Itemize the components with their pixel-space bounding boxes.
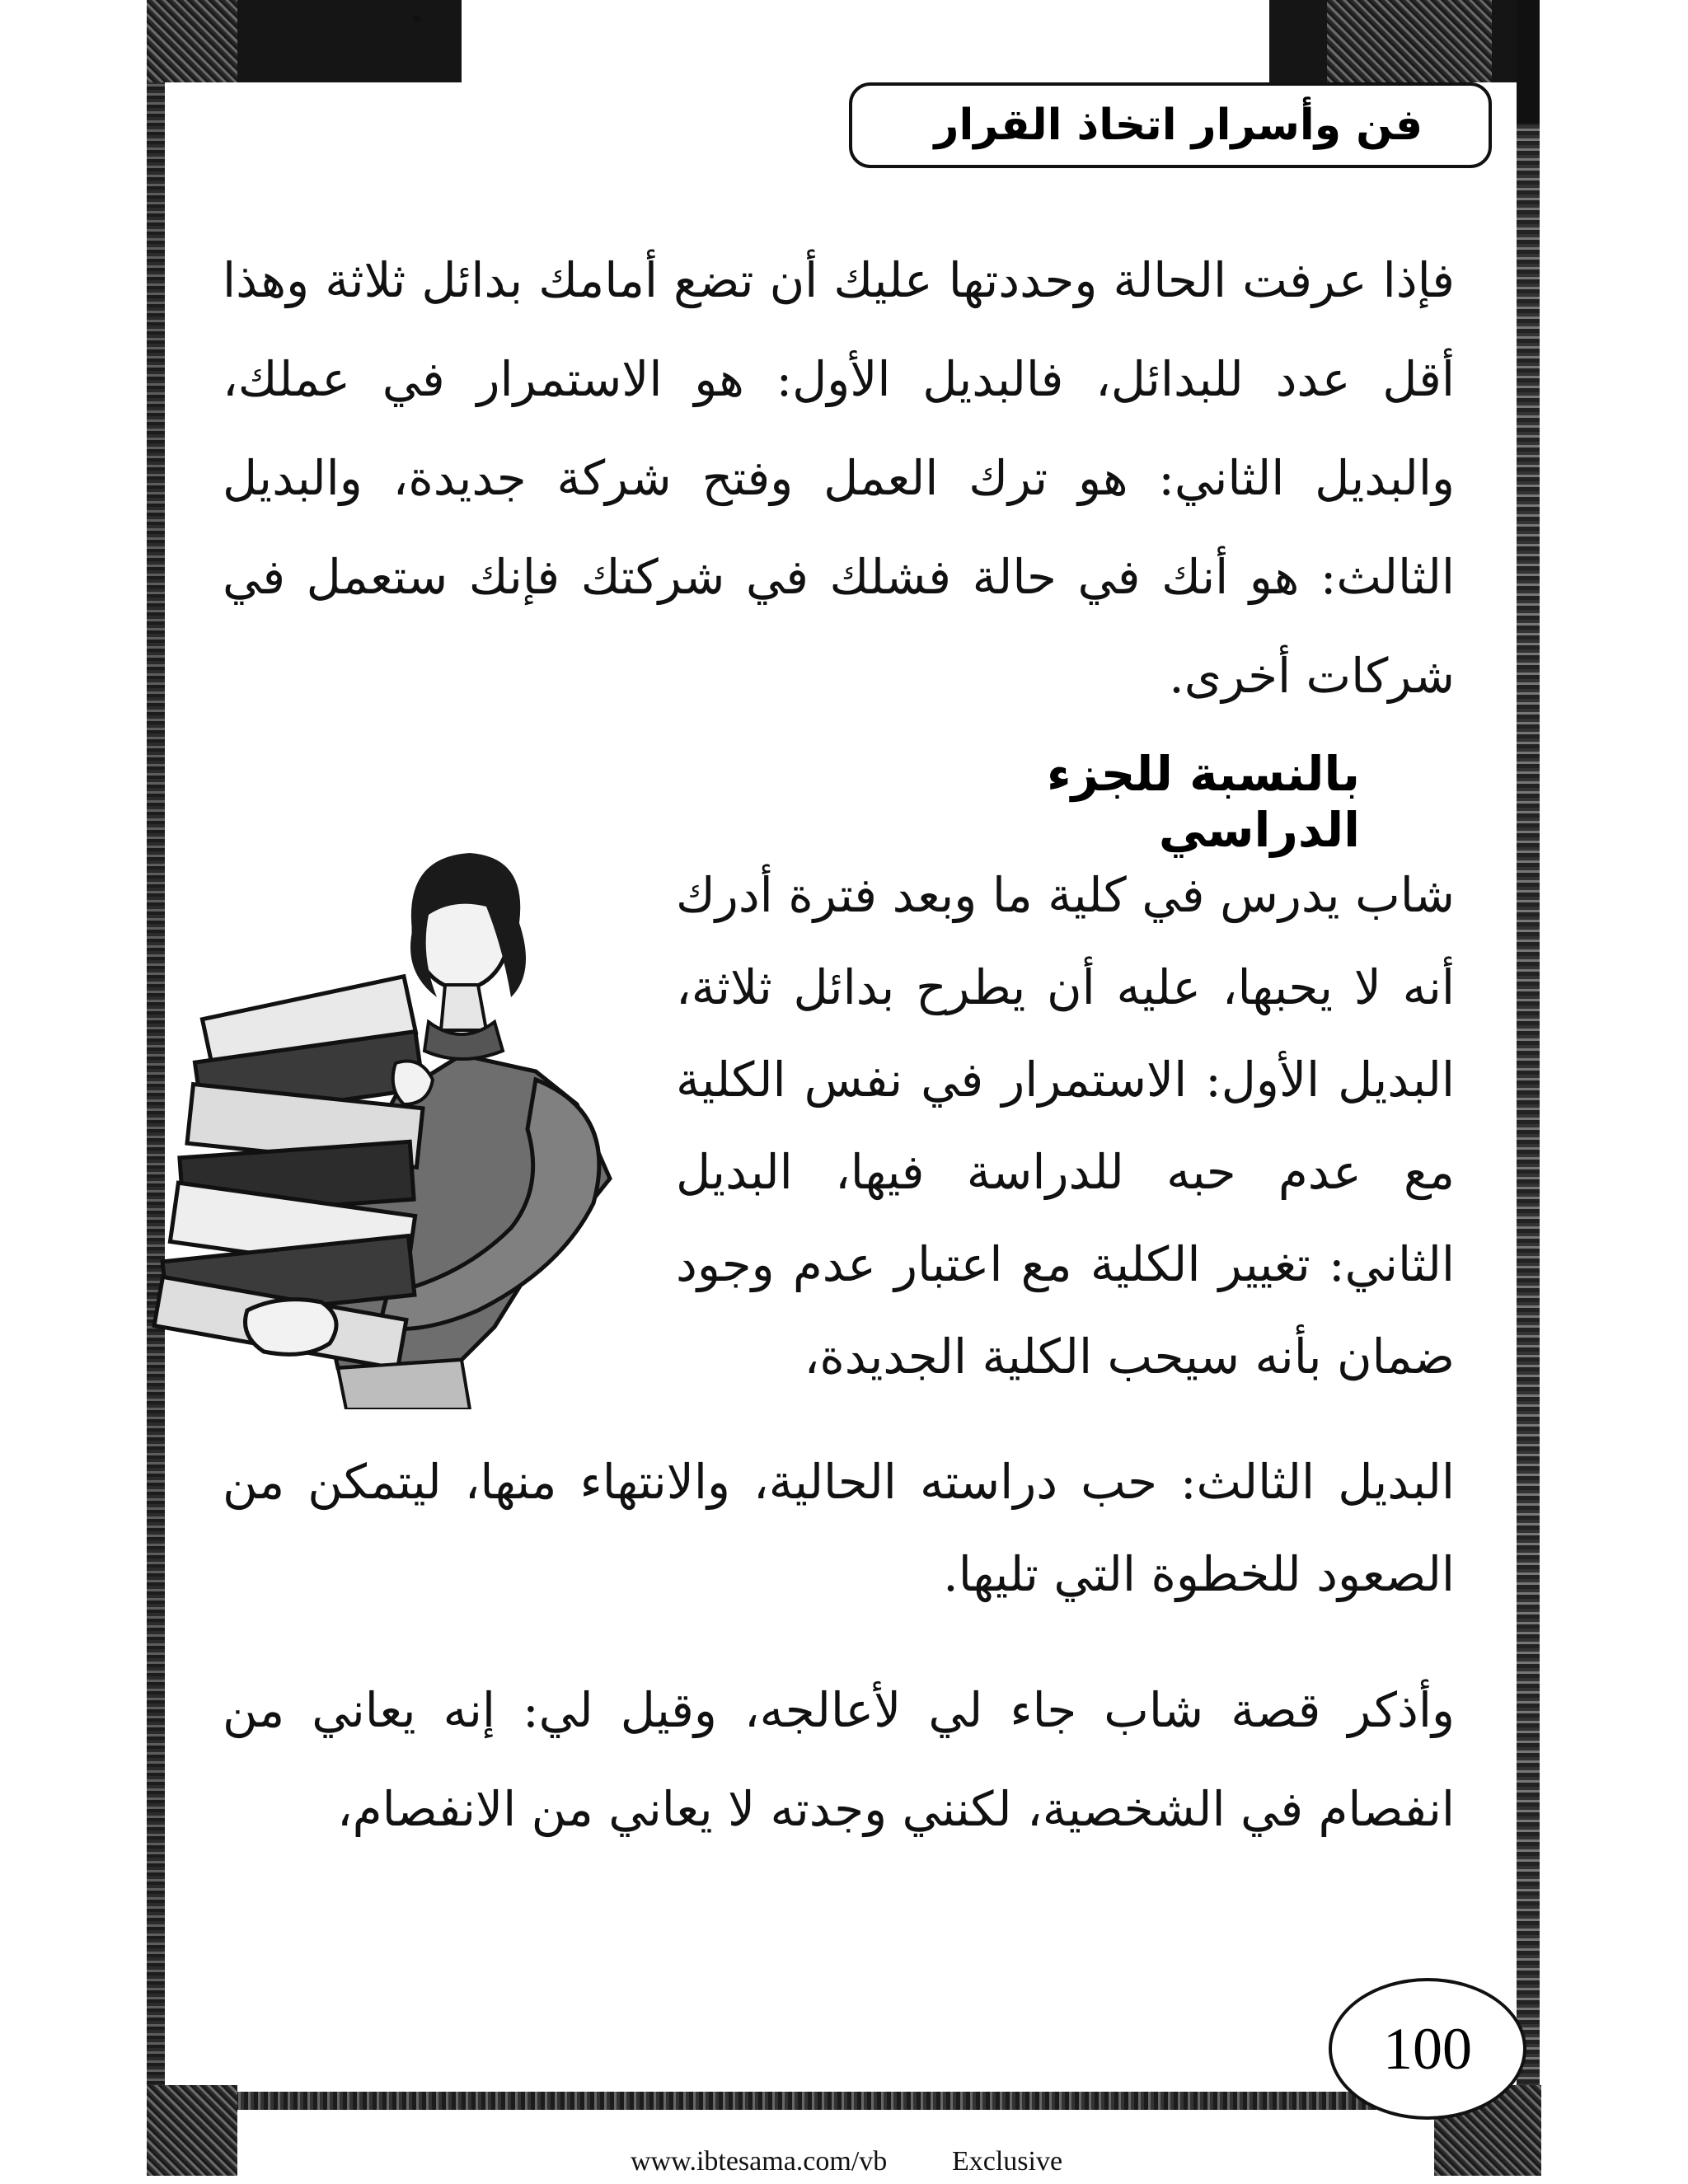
book-title: فن وأسرار اتخاذ القرار bbox=[934, 101, 1423, 150]
frame-corner-top-left bbox=[147, 0, 237, 82]
scan-dot bbox=[412, 15, 420, 23]
paragraph-3-text: وأذكر قصة شاب جاء لي لأعالجه، وقيل لي: إنه يعاني من انفصام في الشخصية، لكنني وجدته لا يعاني من الانفصام، bbox=[223, 1682, 1455, 1837]
running-header bbox=[849, 82, 1492, 168]
footer-tag: Exclusive bbox=[952, 2146, 1063, 2177]
section-heading: بالنسبة للجزء الدراسي bbox=[1046, 746, 1360, 858]
paragraph-2-wrapped: شاب يدرس في كلية ما وبعد فترة أدرك أنه لا يحبها، عليه أن يطرح بدائل ثلاثة، البديل الأول: الاستمرار في نفس الكلية مع عدم حبه للدراسة فيها، البديل الثاني: تغيير الكلية مع اعتبار عدم وجود ضمان بأنه سيحب الكلية الجديدة، bbox=[676, 867, 1455, 1385]
paragraph-1 bbox=[223, 231, 1455, 725]
page-number-badge bbox=[1329, 1978, 1526, 2120]
student-carrying-books-illustration bbox=[148, 832, 659, 1409]
page-number: 100 bbox=[1383, 2015, 1472, 2082]
frame-corner-top-right bbox=[1327, 0, 1492, 82]
footer bbox=[0, 2146, 1688, 2179]
frame-right-edge-top bbox=[1517, 0, 1540, 124]
footer-url: www.ibtesama.com/vb bbox=[631, 2146, 888, 2177]
frame-right-edge bbox=[1517, 124, 1540, 2093]
paragraph-1-text: فإذا عرفت الحالة وحددتها عليك أن تضع أمامك بدائل ثلاثة وهذا أقل عدد للبدائل، فالبديل الأول: هو الاستمرار في عملك، والبديل الثاني: هو ترك العمل وفتح شركة جديدة، والبديل الثالث: هو أنك في حالة فشلك في شركتك فإنك ستعمل في شركات أخرى. bbox=[223, 252, 1455, 704]
paragraph-2-continuation: البديل الثالث: حب دراسته الحالية، والانتهاء منها، ليتمكن من الصعود للخطوة التي تليها. bbox=[223, 1454, 1455, 1602]
frame-bottom-edge bbox=[165, 2092, 1517, 2110]
paragraph-3 bbox=[223, 1661, 1455, 1858]
top-frame-gap bbox=[462, 0, 1269, 82]
